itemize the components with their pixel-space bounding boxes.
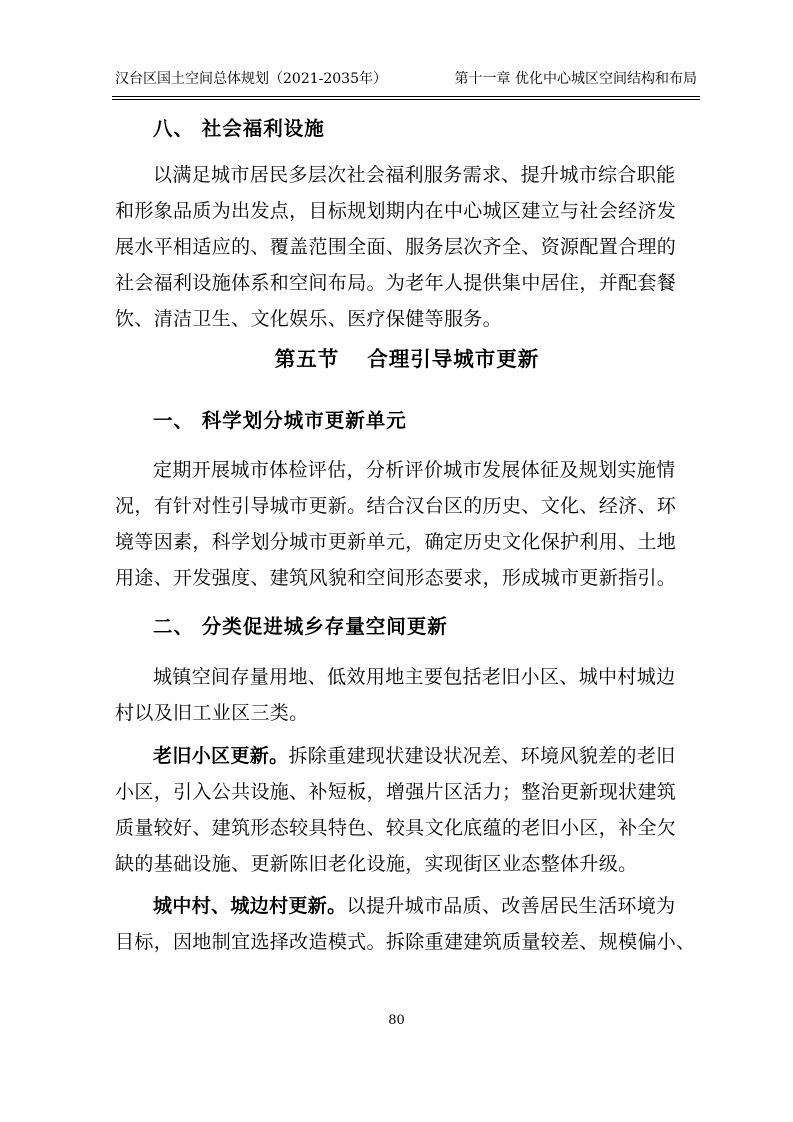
bold-lead-old-community: 老旧小区更新。 bbox=[153, 745, 289, 767]
text-line: 和形象品质为出发点，目标规划期内在中心城区建立与社会经济发 bbox=[115, 200, 677, 222]
header-rule-thin bbox=[112, 99, 700, 100]
page-number: 80 bbox=[388, 1013, 405, 1028]
text-line: 城中村、城边村更新。以提升城市品质、改善居民生活环境为 bbox=[153, 895, 676, 917]
running-header-chapter: 第十一章 优化中心城区空间结构和布局 bbox=[454, 71, 697, 87]
page-body bbox=[115, 112, 699, 956]
text-line: 质量较好、建筑形态较具特色、较具文化底蕴的老旧小区，补全欠 bbox=[115, 817, 677, 839]
heading-renewal-units: 一、 科学划分城市更新单元 bbox=[153, 409, 407, 432]
heading-stock-space-renewal: 二、 分类促进城乡存量空间更新 bbox=[153, 615, 448, 638]
text-line: 目标，因地制宜选择改造模式。拆除重建建筑质量较差、规模偏小、 bbox=[115, 931, 696, 953]
paragraph-renewal-units bbox=[115, 456, 699, 592]
section-title bbox=[115, 345, 699, 373]
text-line: 城镇空间存量用地、低效用地主要包括老旧小区、城中村城边 bbox=[153, 666, 676, 688]
text-line: 以满足城市居民多层次社会福利服务需求、提升城市综合职能 bbox=[153, 164, 676, 186]
text-line: 况，有针对性引导城市更新。结合汉台区的历史、文化、经济、环 bbox=[115, 495, 677, 517]
running-header-title: 汉台区国土空间总体规划（2021-2035年） bbox=[115, 71, 387, 87]
text-line: 展水平相适应的、覆盖范围全面、服务层次齐全、资源配置合理的 bbox=[115, 236, 677, 258]
heading-social-welfare: 八、 社会福利设施 bbox=[153, 117, 325, 140]
bold-lead-urban-village: 城中村、城边村更新。 bbox=[153, 895, 347, 917]
text-line: 老旧小区更新。拆除重建现状建设状况差、环境风貌差的老旧 bbox=[153, 745, 676, 767]
text-line: 社会福利设施体系和空间布局。为老年人提供集中居住，并配套餐 bbox=[115, 272, 677, 294]
section-label: 第五节 bbox=[274, 347, 340, 371]
text-line: 定期开展城市体检评估，分析评价城市发展体征及规划实施情 bbox=[153, 459, 676, 481]
text-line: 饮、清洁卫生、文化娱乐、医疗保健等服务。 bbox=[115, 308, 503, 330]
paragraph-stock-land bbox=[115, 663, 699, 727]
text-line: 村以及旧工业区三类。 bbox=[115, 702, 309, 724]
text-line: 境等因素，科学划分城市更新单元，确定历史文化保护利用、土地 bbox=[115, 531, 677, 553]
paragraph-urban-village bbox=[115, 892, 699, 956]
header-rule-thick bbox=[112, 96, 700, 97]
text-line: 缺的基础设施、更新陈旧老化设施，实现街区业态整体升级。 bbox=[115, 853, 638, 875]
paragraph-old-community bbox=[115, 742, 699, 878]
text-line: 小区，引入公共设施、补短板，增强片区活力；整治更新现状建筑 bbox=[115, 781, 677, 803]
text-line: 用途、开发强度、建筑风貌和空间形态要求，形成城市更新指引。 bbox=[115, 567, 677, 589]
paragraph-social-welfare bbox=[115, 161, 699, 333]
section-name: 合理引导城市更新 bbox=[367, 347, 540, 371]
